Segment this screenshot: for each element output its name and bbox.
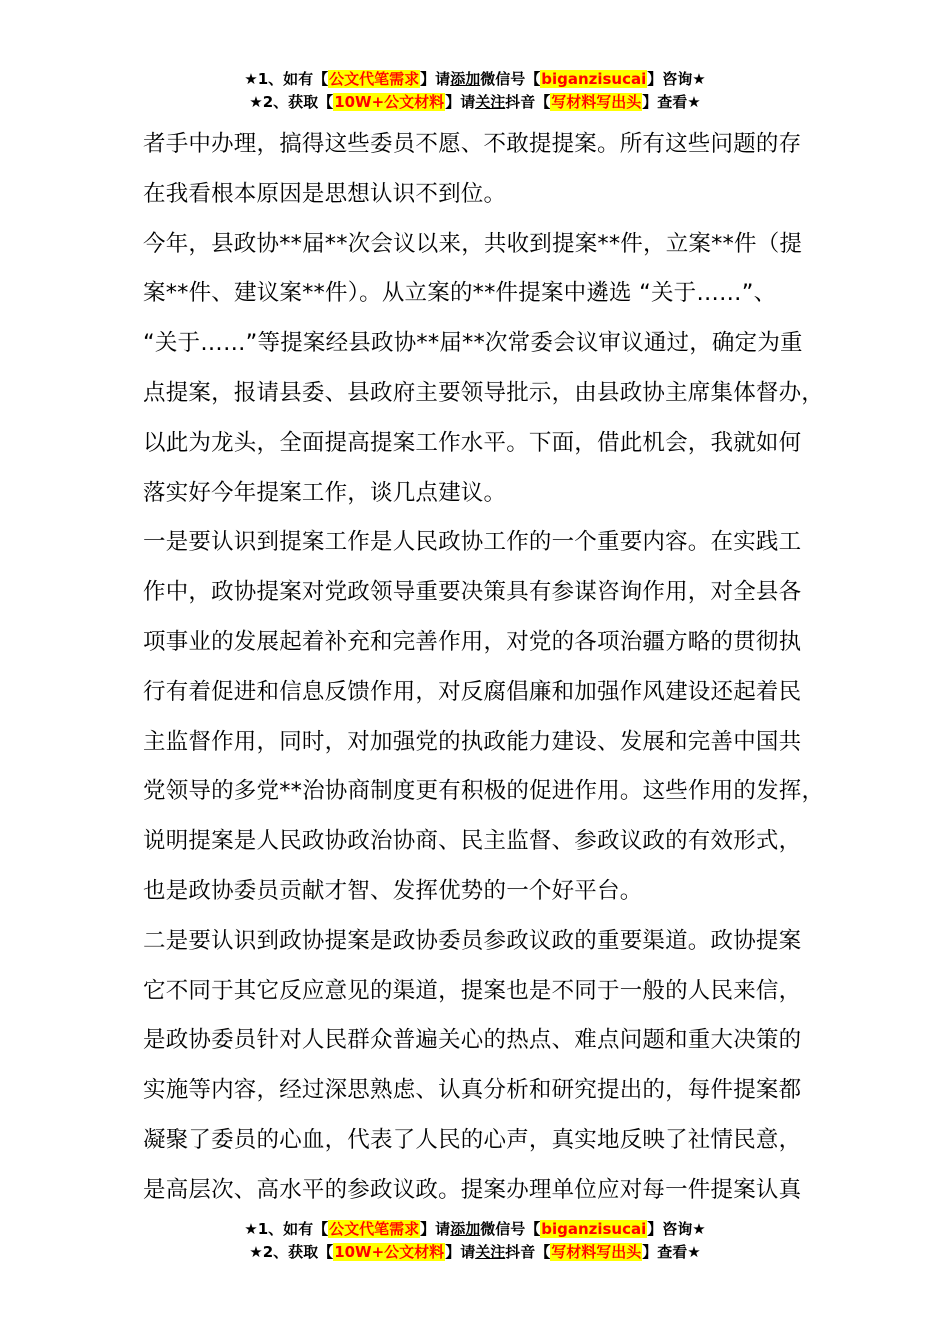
text-line: 是高层次、高水平的参政议政。提案办理单位应对每一件提案认真 [143,1176,802,1203]
text-line: 凝聚了委员的心血，代表了人民的心声，真实地反映了社情民意， [143,1126,802,1153]
banner-text: ★1、如有【 [244,70,329,88]
text-line: 它不同于其它反应意见的渠道，提案也是不同于一般的人民来信， [143,977,802,1004]
footer-banner [0,1218,950,1264]
banner-text: 】查看★ [642,1243,701,1261]
banner-text: 】查看★ [642,93,701,111]
banner-wechat-id: biganzisucai [541,70,647,88]
text-line: 点提案，报请县委、县政府主要领导批示，由县政协主席集体督办， [143,379,825,406]
banner-text: 】咨询★ [647,1220,706,1238]
text-line: 落实好今年提案工作，谈几点建议。 [143,479,507,506]
text-line: “关于……”等提案经县政协**届**次常委会议审议通过，确定为重 [143,330,803,357]
banner-underline-text: 添加 [450,70,481,88]
banner-line-2 [0,91,950,114]
text-line: 党领导的多党**治协商制度更有积极的促进作用。这些作用的发挥， [143,778,825,805]
text-line: 在我看根本原因是思想认识不到位。 [143,180,507,207]
banner-text: ★2、获取【 [249,93,334,111]
text-line: 实施等内容，经过深思熟虑、认真分析和研究提出的，每件提案都 [143,1077,802,1104]
text-line: 项事业的发展起着补充和完善作用，对党的各项治疆方略的贯彻执 [143,628,802,655]
banner-douyin-id: 写材料写出头 [551,1243,642,1261]
banner-wechat-id: biganzisucai [541,1220,647,1238]
banner-text: 】请 [445,1243,476,1261]
banner-highlight: 10W+公文材料 [334,1243,445,1261]
text-line: 说明提案是人民政协政治协商、民主监督、参政议政的有效形式， [143,828,802,855]
text-line: 也是政协委员贡献才智、发挥优势的一个好平台。 [143,877,643,904]
text-line: 案**件、建议案**件）。从立案的**件提案中遴选 “关于……”、 [143,280,777,307]
text-line: 二是要认识到政协提案是政协委员参政议政的重要渠道。政协提案 [143,927,802,954]
banner-line-1 [0,1218,950,1241]
text-line: 主监督作用，同时，对加强党的执政能力建设、发展和完善中国共 [143,728,802,755]
banner-highlight: 公文代笔需求 [329,70,420,88]
document-body [143,120,833,1216]
banner-text: 】请 [420,70,451,88]
text-line: 一是要认识到提案工作是人民政协工作的一个重要内容。在实践工 [143,529,802,556]
banner-underline-text: 关注 [475,1243,506,1261]
banner-text: ★1、如有【 [244,1220,329,1238]
banner-text: 抖音【 [505,1243,551,1261]
banner-text: 微信号【 [480,1220,541,1238]
text-line: 者手中办理，搞得这些委员不愿、不敢提提案。所有这些问题的存 [143,131,802,157]
banner-underline-text: 添加 [450,1220,481,1238]
banner-line-1 [0,68,950,91]
header-banner [0,68,950,114]
banner-highlight: 公文代笔需求 [329,1220,420,1238]
text-line: 今年，县政协**届**次会议以来，共收到提案**件，立案**件（提 [143,230,803,257]
banner-highlight: 10W+公文材料 [334,93,445,111]
text-line: 行有着促进和信息反馈作用，对反腐倡廉和加强作风建设还起着民 [143,678,802,705]
text-line: 是政协委员针对人民群众普遍关心的热点、难点问题和重大决策的 [143,1027,802,1054]
text-line: 以此为龙头，全面提高提案工作水平。下面，借此机会，我就如何 [143,429,802,456]
banner-text: 】请 [445,93,476,111]
text-line: 作中，政协提案对党政领导重要决策具有参谋咨询作用，对全县各 [143,579,802,606]
banner-douyin-id: 写材料写出头 [551,93,642,111]
banner-text: ★2、获取【 [249,1243,334,1261]
banner-underline-text: 关注 [475,93,506,111]
banner-text: 微信号【 [480,70,541,88]
banner-text: 】咨询★ [647,70,706,88]
banner-line-2 [0,1241,950,1264]
banner-text: 抖音【 [505,93,551,111]
banner-text: 】请 [420,1220,451,1238]
